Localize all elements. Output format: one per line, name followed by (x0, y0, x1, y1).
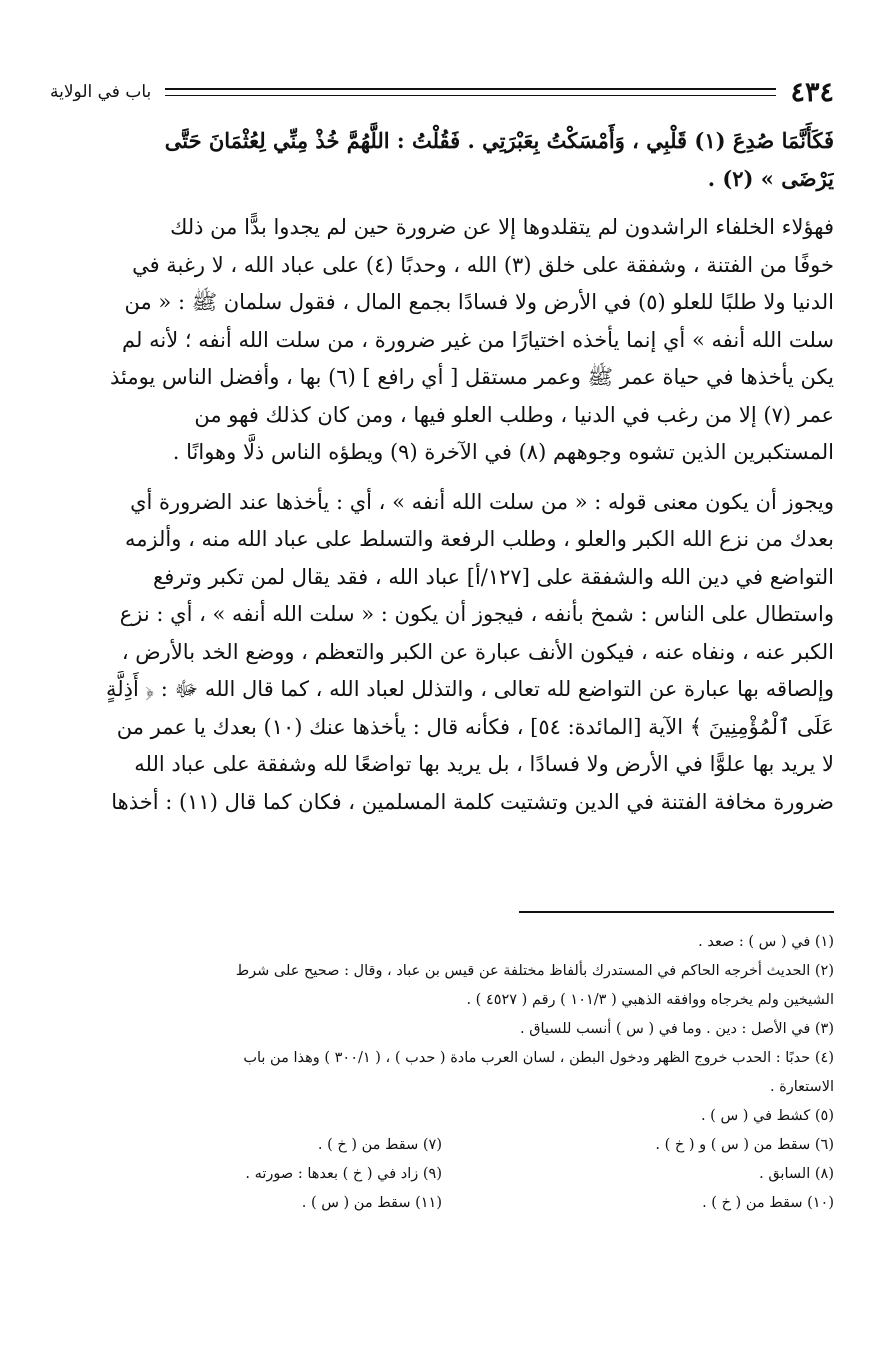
footnote-continuation: الشيخين ولم يخرجاه ووافقه الذهبي ( ١٠١/٣ ) رقم ( ٤٥٢٧ ) . (466, 992, 834, 1008)
paragraph-gap (50, 197, 834, 209)
paragraph-line: يكن يأخذها في حياة عمر ﷺ وعمر مستقل [ أي رافع ] (٦) بها ، وأفضل الناس يومئذ (109, 365, 834, 389)
paragraph-line: عمر (٧) إلا من رغب في الدنيا ، وطلب العلو فيها ، ومن كان كذلك فهو من (194, 402, 834, 427)
footnote: (٨) السابق . (759, 1166, 834, 1182)
paragraph-line: لا يريد بها علوًّا في الأرض ولا فسادًا ، بل يريد بها تواضعًا لله وشفقة على عباد الله (134, 752, 834, 776)
footnote: (٥) كشط في ( س ) . (700, 1108, 834, 1124)
footnotes (50, 928, 834, 1218)
header-rule (165, 88, 776, 96)
quote-line: يَرْضَى » (٢) . (707, 165, 834, 191)
footnote-row (50, 1160, 834, 1189)
footnote: (٦) سقط من ( س ) و ( خ ) . (655, 1137, 834, 1153)
main-text (50, 122, 834, 821)
paragraph-line: التواضع في دين الله والشفقة على [١٢٧/أ] عباد الله ، فقد يقال لمن تكبر وترفع (153, 564, 834, 589)
paragraph-line: فهؤلاء الخلفاء الراشدون لم يتقلدوها إلا عن ضرورة حين لم يجدوا بدًّا من ذلك (170, 215, 834, 239)
paragraph-line: سلت الله أنفه » أي إنما يأخذه اختيارًا من غير ضرورة ، من سلت الله أنفه ؛ لأنه لم (122, 327, 834, 352)
footnote: (٤) حدبًا : الحدب خروج الظهر ودخول البطن ، لسان العرب مادة ( حدب ) ، ( ٣٠٠/١ ) وهذا من باب (243, 1050, 834, 1066)
footnote-continuation: الاستعارة . (769, 1079, 834, 1095)
paragraph-line: الدنيا ولا طلبًا للعلو (٥) في الأرض ولا فسادًا بجمع المال ، فقول سلمان ﷺ : « من (124, 290, 834, 314)
footnote: (٩) زاد في ( خ ) بعدها : صورته . (245, 1166, 442, 1182)
paragraph-line: الكبر عنه ، ونفاه عنه ، فيكون الأنف عبارة عن الكبر والتعظم ، ووضع الخد بالأرض ، (121, 639, 834, 664)
paragraph-line: خوفًا من الفتنة ، وشفقة على خلق (٣) الله ، وحدبًا (٤) على عباد الله ، لا رغبة في (132, 252, 834, 277)
paragraph-line: المستكبرين الذين تشوه وجوههم (٨) في الآخرة (٩) ويطؤه الناس ذلًّا وهوانًا . (172, 440, 834, 464)
chapter-title: باب في الولاية (50, 82, 152, 102)
footnote: (١١) سقط من ( س ) . (301, 1195, 442, 1211)
footnote-row (50, 1189, 834, 1218)
page-number: ٤٣٤ (790, 76, 834, 108)
footnote: (٧) سقط من ( خ ) . (317, 1137, 442, 1153)
quote-line: فَكَأَنَّمَا صُدِعَ (١) قَلْبِي ، وَأَمْسَكْتُ بِعَبْرَتِي . فَقُلْتُ : اللَّهُمَّ خُذْ مِنِّي لِعُثْمَانَ حَتَّى (164, 128, 834, 153)
paragraph-line: ويجوز أن يكون معنى قوله : « من سلت الله أنفه » ، أي : يأخذها عند الضرورة أي (130, 489, 834, 514)
footnote: (٢) الحديث أخرجه الحاكم في المستدرك بألفاظ مختلفة عن قيس بن عباد ، وقال : صحيح على شرط (235, 963, 834, 979)
paragraph-line: واستطال على الناس : شمخ بأنفه ، فيجوز أن يكون : « سلت الله أنفه » ، أي : نزع (119, 602, 834, 626)
paragraph-line: ضرورة مخافة الفتنة في الدين وتشتيت كلمة المسلمين ، فكان كما قال (١١) : أخذها (111, 789, 834, 814)
paragraph-line: وإلصاقه بها عبارة عن التواضع لله تعالى ، والتذلل لعباد الله ، كما قال الله ﷻ : ﴿ أَذِلَّةٍ (105, 677, 834, 701)
footnote-row (50, 1131, 834, 1160)
paragraph-line: بعدك من نزع الله الكبر والعلو ، وطلب الرفعة والتسلط على عباد الله منه ، وألزمه (124, 527, 834, 551)
footnote: (١) في ( س ) : صعد . (698, 934, 834, 950)
page-header (50, 72, 834, 112)
footnote: (١٠) سقط من ( خ ) . (702, 1195, 834, 1211)
paragraph-gap (50, 472, 834, 484)
footnote-separator (519, 911, 834, 913)
footnote: (٣) في الأصل : دين . وما في ( س ) أنسب للسياق . (520, 1021, 834, 1037)
paragraph-line: عَلَى ٱلْمُؤْمِنِينَ ﴾ الآية [المائدة: ٥٤] ، فكأنه قال : يأخذها عنك (١٠) بعدك يا عمر من (116, 714, 834, 739)
